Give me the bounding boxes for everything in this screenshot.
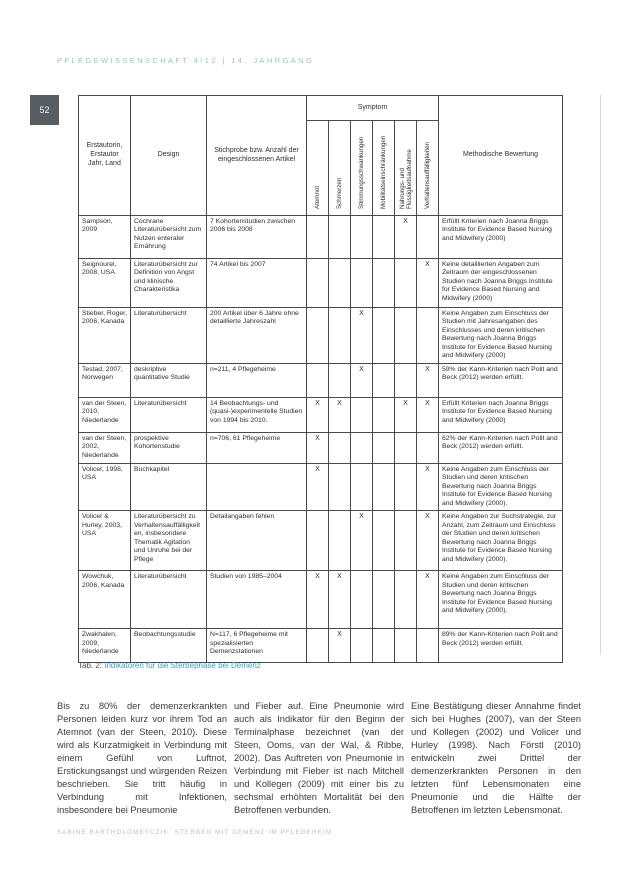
column-header-design: Design: [131, 96, 207, 216]
cell-symptom-stimmung: [351, 216, 373, 259]
cell-symptom-mobilitaet: [373, 363, 395, 397]
cell-symptom-schmerzen: X: [329, 397, 351, 432]
cell-symptom-atemnot: [307, 259, 329, 308]
cell-author: Volicer & Hurley, 2003, USA: [79, 511, 131, 571]
article-footer: SABINE BARTHOLOMEYCZIK: STERBEN MIT DEMENZ IM PFLEGEHEIM: [57, 830, 333, 836]
cell-symptom-schmerzen: [329, 511, 351, 571]
cell-symptom-atemnot: [307, 216, 329, 259]
cell-rating: 59% der Kann-Kriterien nach Polit and Beck (2012) werden erfüllt.: [439, 363, 563, 397]
table-body: [79, 216, 563, 663]
study-row: [79, 571, 563, 629]
table-caption-prefix: Tab. 2:: [78, 661, 103, 670]
cell-symptom-mobilitaet: [373, 397, 395, 432]
cell-symptom-nahrung: X: [395, 216, 417, 259]
page-number-badge: [30, 95, 59, 125]
cell-symptom-atemnot: X: [307, 432, 329, 463]
cell-symptom-nahrung: [395, 571, 417, 629]
cell-symptom-schmerzen: [329, 363, 351, 397]
cell-sample: n=211, 4 Pflegeheime: [207, 363, 307, 397]
cell-symptom-verhalten: X: [417, 259, 439, 308]
cell-symptom-stimmung: X: [351, 511, 373, 571]
cell-rating: Keine Angaben zum Einschluss der Studien und deren kritischen Bewertung nach Joanna Briggs Institute for Evidence Based Nursing and Midwifery (2000).: [439, 571, 563, 629]
symptom-label: Stimmungsschwankungen: [358, 137, 365, 210]
cell-symptom-nahrung: [395, 308, 417, 364]
cell-symptom-nahrung: [395, 363, 417, 397]
cell-sample: Detailangaben fehlen: [207, 511, 307, 571]
cell-author: Seignourel, 2008, USA: [79, 259, 131, 308]
cell-sample: N=117, 6 Pflegeheime mit spezialisierten Demenzstationen: [207, 629, 307, 663]
cell-symptom-atemnot: X: [307, 397, 329, 432]
cell-symptom-nahrung: [395, 511, 417, 571]
cell-design: Literaturübersicht: [131, 571, 207, 629]
page-number: 52: [39, 105, 50, 115]
body-column-3: Eine Bestätigung dieser Annahme findet sich bei Hughes (2007), van der Steen und Kollegen (2002) und Volicer und Hurley (1998). Nach Förstl (2010) entwickeln zwei Drittel der demenzerkrankten Personen in den letzten fünf Lebensmonaten eine Pneumonie und die Hälfte der Betroffenen im letzten Lebensmonat.: [411, 701, 581, 815]
study-row: [79, 216, 563, 259]
cell-design: deskriptive quantitative Studie: [131, 363, 207, 397]
cell-symptom-verhalten: [417, 216, 439, 259]
cell-author: Sampson, 2009: [79, 216, 131, 259]
cell-symptom-schmerzen: X: [329, 629, 351, 663]
study-row: [79, 259, 563, 308]
cell-symptom-verhalten: [417, 308, 439, 364]
column-header-symptom-verhalten: [417, 121, 439, 216]
cell-symptom-stimmung: [351, 463, 373, 510]
cell-symptom-mobilitaet: [373, 259, 395, 308]
cell-symptom-stimmung: [351, 571, 373, 629]
cell-rating: Keine Angaben zum Einschluss der Studien mit Jahresangaben des Einschlusses und deren kritischen Bewertung nach Joanna Briggs Institute for Evidence Based Nursing and Midwifery (2000): [439, 308, 563, 364]
cell-symptom-atemnot: [307, 363, 329, 397]
cell-sample: [207, 463, 307, 510]
cell-symptom-verhalten: X: [417, 363, 439, 397]
cell-symptom-stimmung: X: [351, 308, 373, 364]
cell-symptom-verhalten: X: [417, 397, 439, 432]
cell-rating: Keine Angaben zum Einschluss der Studien und deren kritischen Bewertung nach Joanna Briggs Institute for Evidence Based Nursing and Midwifery (2000).: [439, 463, 563, 510]
cell-sample: 200 Artikel über 6 Jahre ohne detaillierte Jahreszahl: [207, 308, 307, 364]
cell-symptom-stimmung: [351, 432, 373, 463]
cell-symptom-nahrung: [395, 629, 417, 663]
cell-author: Volicer, 1998, USA: [79, 463, 131, 510]
cell-symptom-verhalten: X: [417, 463, 439, 510]
symptom-label: Verhaltensauffälligkeiten: [424, 142, 431, 210]
page-margin-rule: [600, 95, 601, 655]
cell-author: Testad, 2007, Norwegen: [79, 363, 131, 397]
cell-design: prospektive Kohortenstudie: [131, 432, 207, 463]
study-row: [79, 463, 563, 510]
cell-symptom-stimmung: [351, 259, 373, 308]
cell-symptom-nahrung: [395, 259, 417, 308]
symptom-label: Mobilitätseinschränkungen: [380, 135, 387, 210]
cell-symptom-mobilitaet: [373, 216, 395, 259]
cell-author: van der Steen, 2002, Niederlande: [79, 432, 131, 463]
cell-symptom-atemnot: [307, 308, 329, 364]
cell-symptom-atemnot: X: [307, 571, 329, 629]
cell-author: van der Steen, 2010, Niederlande: [79, 397, 131, 432]
symptom-label: Schmerzen: [336, 177, 343, 210]
cell-symptom-mobilitaet: [373, 511, 395, 571]
cell-symptom-nahrung: [395, 432, 417, 463]
cell-symptom-atemnot: [307, 511, 329, 571]
cell-sample: 74 Artikel bis 2007: [207, 259, 307, 308]
study-row: [79, 432, 563, 463]
journal-header: PFLEGEWISSENSCHAFT 4/12 | 14. JAHRGANG: [57, 56, 315, 65]
table-caption: [78, 661, 261, 670]
cell-design: Buchkapitel: [131, 463, 207, 510]
column-header-symptom-stimmung: [351, 121, 373, 216]
article-body: [57, 700, 581, 817]
cell-sample: n=706, 61 Pflegeheime: [207, 432, 307, 463]
cell-symptom-stimmung: [351, 629, 373, 663]
cell-symptom-schmerzen: [329, 463, 351, 510]
cell-symptom-schmerzen: [329, 432, 351, 463]
table-group-header-row: [79, 96, 563, 121]
cell-sample: 7 Kohortenstudien zwischen 2006 bis 2008: [207, 216, 307, 259]
column-header-symptom-schmerzen: [329, 121, 351, 216]
symptom-group-header: Symptom: [307, 96, 439, 121]
column-header-symptom-atemnot: [307, 121, 329, 216]
cell-design: Literaturübersicht: [131, 308, 207, 364]
cell-symptom-mobilitaet: [373, 571, 395, 629]
cell-symptom-verhalten: X: [417, 571, 439, 629]
table-caption-title: Indikatoren für die Sterbephase bei Demenz: [104, 661, 261, 670]
cell-sample: 14 Beobachtungs- und (quasi-)experimentelle Studien von 1994 bis 2010.: [207, 397, 307, 432]
cell-symptom-atemnot: X: [307, 463, 329, 510]
study-row: [79, 308, 563, 364]
cell-sample: Studien von 1985–2004: [207, 571, 307, 629]
cell-design: Beobachtungsstudie: [131, 629, 207, 663]
study-row: [79, 629, 563, 663]
column-header-author: Erstautorin, Erstautor Jahr, Land: [79, 96, 131, 216]
cell-symptom-nahrung: X: [395, 397, 417, 432]
cell-author: Wowchuk, 2006, Kanada: [79, 571, 131, 629]
cell-rating: Keine detaillierten Angaben zum Zeitraum der eingeschlossenen Studien nach Joanna Briggs Institute for Evidence Based Nursing and Midwifery (2000): [439, 259, 563, 308]
body-column-2: und Fieber auf. Eine Pneumonie wird auch als Indikator für den Beginn der Terminalphase bezeichnet (van der Steen, Ooms, van der Wal, & Ribbe, 2002). Das Auftreten von Pneumonie in Verbindung mit Fieber ist nach Mitchell und Kollegen (2009) mit einer bis zu sechsmal erhöhten Mortalität bei den Betroffenen verbunden.: [234, 701, 404, 815]
cell-symptom-schmerzen: [329, 308, 351, 364]
study-row: [79, 511, 563, 571]
cell-symptom-verhalten: X: [417, 511, 439, 571]
study-row: [79, 397, 563, 432]
cell-symptom-atemnot: [307, 629, 329, 663]
cell-symptom-stimmung: [351, 397, 373, 432]
symptom-label: Atemnot: [314, 186, 321, 210]
cell-symptom-mobilitaet: [373, 432, 395, 463]
cell-symptom-mobilitaet: [373, 629, 395, 663]
cell-rating: Erfüllt Kriterien nach Joanna Briggs Institute for Evidence Based Nursing and Midwifery (2000): [439, 397, 563, 432]
cell-design: Cochrane Literaturübersicht zum Nutzen enteraler Ernährung: [131, 216, 207, 259]
study-row: [79, 363, 563, 397]
cell-rating: Keine Angaben zur Suchstrategie, zur Anzahl, zum Zeitraum und Einschluss der Studien und deren kritischen Bewertung nach Joanna Briggs Institute for Evidence Based Nursing and Midwifery (2000).: [439, 511, 563, 571]
cell-design: Literaturübersicht zu Verhaltensauffälligkeiten, insbesondere Thematik Agitation und Unruhe bei der Pflege: [131, 511, 207, 571]
cell-symptom-stimmung: X: [351, 363, 373, 397]
column-header-symptom-nahrung: [395, 121, 417, 216]
cell-symptom-schmerzen: [329, 259, 351, 308]
symptom-label: Nahrungs- und Flüssigkeitsaufnahme: [398, 149, 413, 210]
cell-rating: Erfüllt Kriterien nach Joanna Briggs Institute for Evidence Based Nursing and Midwifery (2000): [439, 216, 563, 259]
cell-symptom-nahrung: [395, 463, 417, 510]
study-table: [78, 95, 563, 663]
cell-symptom-schmerzen: X: [329, 571, 351, 629]
column-header-sample: Stichprobe bzw. Anzahl der eingeschlossenen Artikel: [207, 96, 307, 216]
cell-author: Stieber, Roger, 2006, Kanada: [79, 308, 131, 364]
cell-author: Zwakhalen, 2009, Niederlande: [79, 629, 131, 663]
cell-symptom-mobilitaet: [373, 308, 395, 364]
body-column-1: Bis zu 80% der demenzerkrankten Personen leiden kurz vor ihrem Tod an Atemnot (van der Steen, 2010). Diese wird als Kurzatmigkeit in Verbindung mit einem Gefühl von Luftnot, Erstickungsangst und würgenden Reizen beschrieben. Sie tritt häufig in Verbindung mit Infektionen, insbesondere bei Pneumonie: [57, 701, 227, 815]
cell-symptom-verhalten: [417, 432, 439, 463]
cell-rating: 89% der Kann-Kriterien nach Polit and Beck (2012) werden erfüllt.: [439, 629, 563, 663]
cell-rating: 62% der Kann-Kriterien nach Polit and Beck (2012) werden erfüllt.: [439, 432, 563, 463]
cell-symptom-schmerzen: [329, 216, 351, 259]
cell-design: Literaturübersicht zur Definition von Angst und klinische Charakteristika: [131, 259, 207, 308]
cell-symptom-verhalten: [417, 629, 439, 663]
column-header-symptom-mobilitaet: [373, 121, 395, 216]
cell-design: Literaturübersicht: [131, 397, 207, 432]
cell-symptom-mobilitaet: [373, 463, 395, 510]
column-header-rating: Methodische Bewertung: [439, 96, 563, 216]
